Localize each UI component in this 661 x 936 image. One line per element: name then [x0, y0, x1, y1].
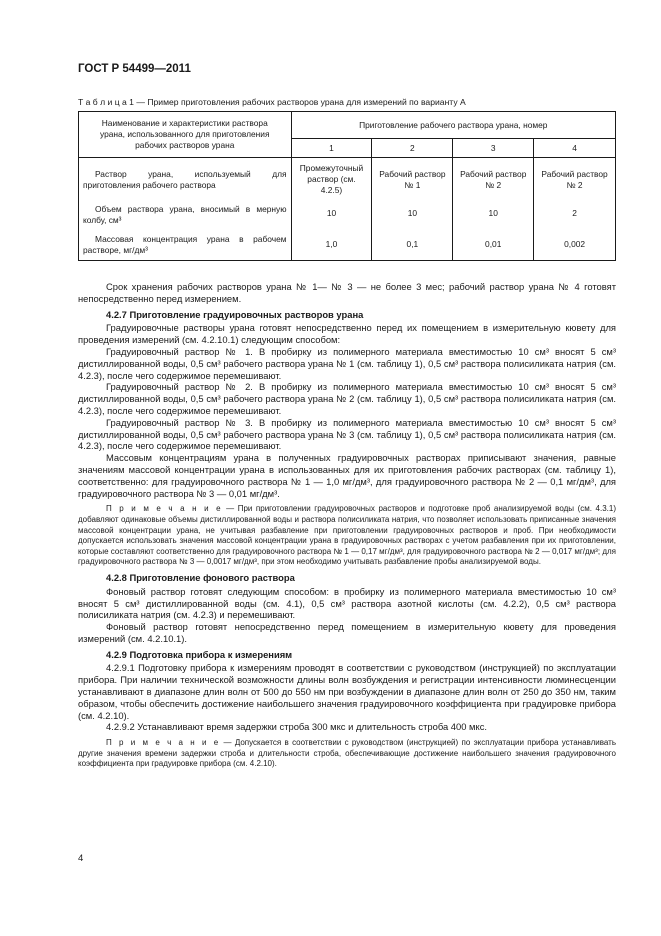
section-heading-4-2-9: 4.2.9 Подготовка прибора к измерениям	[106, 648, 293, 660]
table-col-number-3: 3	[453, 139, 534, 158]
table-cell: 2	[534, 198, 616, 228]
table-col-number-1: 1	[291, 139, 372, 158]
note-label: П р и м е ч а н и е	[106, 504, 223, 514]
table-cell: 10	[291, 198, 372, 228]
table-row	[79, 228, 616, 261]
document-header: ГОСТ Р 54499—2011	[78, 63, 191, 75]
table-cell: 1,0	[291, 228, 372, 261]
paragraph: Фоновый раствор готовят следующим способом: в пробирку из полимерного материала вместимостью 10 см³ вносят 5 см³ дистиллированной воды (см. 4.1), 0,5 см³ раствора азотной кислоты (см. 4.2.2), 0,5 см³ раствора полисиликата натрия (см. 4.2.3) и перемешивают.	[78, 585, 616, 621]
paragraph: Градуировочный раствор № 1. В пробирку из полимерного материала вместимостью 10 см³ вносят 5 см³ дистиллированной воды, 0,5 см³ рабочего раствора урана № 1 (см. таблицу 1), 0,5 см³ раствора полисиликата натрия (см. 4.2.3), после чего содержимое перемешивают.	[78, 345, 616, 381]
table-row	[79, 198, 616, 228]
paragraph: Фоновый раствор готовят непосредственно перед помещением в измерительную кювету для проведения измерений (см. 4.2.10.1).	[78, 621, 616, 644]
row-label: Объем раствора урана, вносимый в мерную колбу, см³	[79, 198, 292, 228]
paragraph: 4.2.9.2 Устанавливают время задержки строба 300 мкс и длительность строба 400 мкс.	[106, 721, 487, 733]
note-label: П р и м е ч а н и е	[106, 738, 221, 748]
table-caption-text: — Пример приготовления рабочих растворов урана для измерений по варианту А	[133, 97, 466, 107]
table-cell: 10	[372, 198, 453, 228]
paragraph: 4.2.9.1 Подготовку прибора к измерениям проводят в соответствии с руководством (инструкцией) по эксплуатации прибора. При наличии технической возможности длины волн возбуждения и регистрации интенсивности люминесценции устанавливают в диапазоне длин волн от 500 до 550 нм при возбуждении в диапазоне длин волн от 250 до 350 нм, таким образом, чтобы обеспечить достижение наибольшего значения градуировочного коэффициента при градуировке прибора (см. 4.2.10).	[78, 662, 616, 721]
table-col-number-4: 4	[534, 139, 616, 158]
row-label: Массовая концентрация урана в рабочем растворе, мг/дм³	[79, 228, 292, 261]
table-cell: Рабочий раствор № 2	[453, 158, 534, 199]
document-body	[78, 281, 616, 773]
table-cell: 10	[453, 198, 534, 228]
table-header-description: Наименование и характеристики раствора урана, использованного для приготовления рабочих растворов урана	[79, 112, 292, 158]
paragraph-storage: Срок хранения рабочих растворов урана № 1— № 3 — не более 3 мес; рабочий раствор урана № 4 готовят непосредственно перед измерением.	[78, 281, 616, 304]
table-cell: 0,01	[453, 228, 534, 261]
table-row	[79, 158, 616, 199]
table-cell: Промежуточный раствор (см. 4.2.5)	[291, 158, 372, 199]
table-cell: Рабочий раствор № 1	[372, 158, 453, 199]
note-text: — Допускается в соответствии с руководством (инструкцией) по эксплуатации прибора устанавливать другие значения времени задержки строба и длительности строба, обеспечивающие достижение наибольшего значения градуировочного коэффициента при градуировке прибора (см. 4.2.10).	[78, 738, 617, 769]
table-col-number-2: 2	[372, 139, 453, 158]
section-heading-4-2-7: 4.2.7 Приготовление градуировочных растворов урана	[106, 308, 364, 320]
table-header-group: Приготовление рабочего раствора урана, номер	[291, 112, 615, 139]
note	[78, 738, 616, 770]
paragraph: Массовым концентрациям урана в полученных градуировочных растворах приписывают значения, равные значениям массовой концентрации урана в использованных для их приготовления рабочих растворах (см. таблицу 1), соответственно: для градуировочного раствора № 1 — 1,0 мг/дм³, для градуировочного раствора № 2 — 0,1 мг/дм³, для градуировочного раствора № 3 — 0,01 мг/дм³.	[78, 452, 616, 499]
paragraph: Градуировочный раствор № 3. В пробирку из полимерного материала вместимостью 10 см³ вносят 5 см³ дистиллированной воды, 0,5 см³ рабочего раствора урана № 3 (см. таблицу 1), 0,5 см³ раствора полисиликата натрия (см. 4.2.3), после чего содержимое перемешивают.	[78, 416, 616, 452]
row-label: Раствор урана, используемый для приготовления рабочего раствора	[79, 158, 292, 199]
page-number: 4	[78, 853, 84, 864]
paragraph: Градуировочный раствор № 2. В пробирку из полимерного материала вместимостью 10 см³ вносят 5 см³ дистиллированной воды, 0,5 см³ рабочего раствора урана № 2 (см. таблицу 1), 0,5 см³ раствора полисиликата натрия (см. 4.2.3), после чего содержимое перемешивают.	[78, 381, 616, 416]
preparation-table	[78, 111, 616, 261]
table-caption	[78, 97, 466, 107]
note-text: — При приготовлении градуировочных растворов и подготовке проб анализируемой воды (см. 4.3.1) добавляют одинаковые объемы дистиллированной воды и раствора полисиликата натрия, что позволяет использовать приписанные значения массовой концентрации урана, не учитывая разбавление при приготовлении градуировочных растворов и проб. При необходимости допускается использовать значения массовой концентрации урана в градуировочных растворах с учетом разбавления при их приготовлении, которые составляют соответственно для градуировочного раствора № 1 — 0,17 мг/дм³, для градуировочного раствора № 2 — 0,017 мг/дм³; для градуировочного раствора № 3 — 0,0017 мг/дм³, при этом необходимо учитывать разбавление пробы анализируемой воды.	[78, 504, 616, 567]
table-caption-prefix: Т а б л и ц а 1	[78, 97, 134, 107]
note	[78, 504, 616, 568]
paragraph: Градуировочные растворы урана готовят непосредственно перед их помещением в измерительную кювету для проведения измерений (см. 4.2.10.1) следующим способом:	[78, 322, 616, 346]
section-heading-4-2-8: 4.2.8 Приготовление фонового раствора	[106, 571, 295, 583]
table-cell: 0,1	[372, 228, 453, 261]
table-cell: Рабочий раствор № 2	[534, 158, 616, 199]
table-cell: 0,002	[534, 228, 616, 261]
